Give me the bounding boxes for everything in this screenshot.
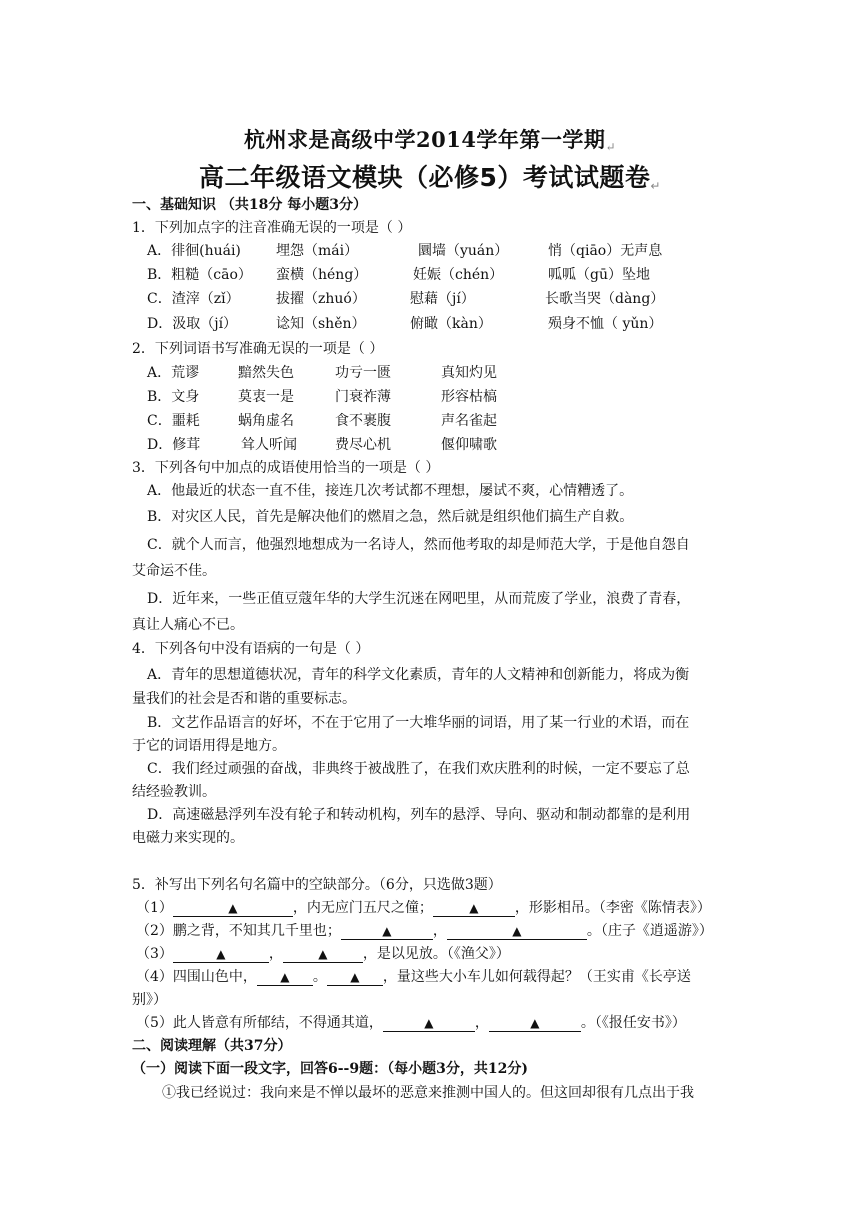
answer-blank [327, 969, 383, 986]
school-title: 杭州求是高级中学2014学年第一学期↵ [243, 127, 616, 154]
q3-option-d-cont: 真让人痛心不已。 [132, 617, 244, 633]
q2-b-2: 莫衷一是 [238, 389, 294, 405]
q1-b-3: 妊娠（chén） [413, 267, 504, 283]
q1-a-2: 埋怨（mái） [276, 243, 359, 259]
q5-line-3: （3） ▲ ， ▲ ，是以见放。（《渔父》） [136, 946, 510, 962]
triangle-icon: ▲ [530, 1016, 540, 1030]
q4-option-a-cont: 量我们的社会是否和谐的重要标志。 [132, 691, 356, 707]
q4-option-b: B．文艺作品语言的好坏，不在于它用了一大堆华丽的词语，用了某一行业的术语，而在 [147, 715, 690, 731]
q1-d-1: D．汲取（jí） [147, 316, 238, 332]
q1-c-3: 慰藉（jí） [410, 291, 475, 307]
section2-subheading: （一）阅读下面一段文字，回答6--9题：（每小题3分，共12分) [132, 1061, 528, 1077]
reading-paragraph-1: ①我已经说过：我向来是不惮以最坏的恶意来推测中国人的。但这回却很有几点出于我 [162, 1085, 694, 1101]
paragraph-mark-icon: ↵ [650, 179, 661, 193]
q4-option-d-cont: 电磁力来实现的。 [132, 830, 244, 846]
q2-a-1: A．荒谬 [147, 365, 200, 381]
answer-blank [173, 900, 293, 917]
answer-blank [489, 1015, 581, 1032]
q4-option-b-cont: 于它的词语用得是地方。 [132, 738, 286, 754]
q1-stem: 1．下列加点字的注音准确无误的一项是（ ） [132, 220, 412, 236]
section1-heading: 一、基础知识 （共18分 每小题3分） [132, 197, 367, 213]
q2-d-4: 偃仰啸歌 [441, 437, 497, 453]
q2-c-1: C．噩耗 [147, 413, 200, 429]
q1-d-2: 谂知（shěn） [276, 316, 366, 332]
q2-stem: 2．下列词语书写准确无误的一项是（ ） [132, 341, 384, 357]
q2-d-3: 费尽心机 [335, 437, 391, 453]
section2-heading: 二、阅读理解（共37分） [132, 1038, 292, 1054]
q4-stem: 4．下列各句中没有语病的一句是（ ） [132, 641, 370, 657]
q2-a-3: 功亏一匮 [335, 365, 391, 381]
triangle-icon: ▲ [512, 924, 522, 938]
paragraph-mark-icon: ↵ [605, 140, 616, 154]
triangle-icon: ▲ [318, 947, 328, 961]
q3-option-b: B．对灾区人民，首先是解决他们的燃眉之急，然后就是组织他们搞生产自救。 [147, 509, 634, 525]
answer-blank [341, 923, 433, 940]
q4-option-d: D．高速磁悬浮列车没有轮子和转动机构，列车的悬浮、导向、驱动和制动都靠的是利用 [147, 807, 691, 823]
q1-b-2: 蛮横（héng） [276, 267, 368, 283]
triangle-icon: ▲ [382, 924, 392, 938]
answer-blank [257, 969, 313, 986]
q2-d-2: 耸人听闻 [241, 437, 297, 453]
answer-blank [447, 923, 587, 940]
q1-c-4: 长歌当哭（dàng） [545, 291, 665, 307]
q5-line-4: （4）四围山色中， ▲ 。 ▲ ，量这些大小车儿如何载得起？（王实甫《长亭送 [136, 969, 691, 985]
q1-a-1: A．徘徊(huái) [147, 243, 241, 259]
q4-option-a: A．青年的思想道德状况，青年的科学文化素质，青年的人文精神和创新能力，将成为衡 [147, 667, 690, 683]
answer-blank [383, 1015, 475, 1032]
q5-line-5: （5）此人皆意有所郁结，不得通其道， ▲ ， ▲ 。（《报任安书》） [136, 1015, 686, 1031]
q1-a-3: 圜墙（yuán） [418, 243, 509, 259]
q2-b-4: 形容枯槁 [441, 389, 497, 405]
answer-blank [433, 900, 515, 917]
q5-line-2: （2）鹏之背，不知其几千里也； ▲ ， ▲ 。（庄子《逍遥游》） [136, 923, 713, 939]
q2-c-3: 食不裹腹 [335, 413, 391, 429]
q1-d-3: 俯瞰（kàn） [410, 316, 492, 332]
q1-b-1: B．粗糙（cāo） [147, 267, 252, 283]
q3-option-d: D．近年来，一些正值豆蔻年华的大学生沉迷在网吧里，从而荒废了学业，浪费了青春， [147, 591, 691, 607]
q2-c-4: 声名雀起 [441, 413, 497, 429]
q2-d-1: D．修茸 [147, 437, 201, 453]
q4-option-c-cont: 结经验教训。 [132, 784, 216, 800]
q2-c-2: 蜗角虚名 [238, 413, 294, 429]
q2-b-1: B．文身 [147, 389, 200, 405]
triangle-icon: ▲ [424, 1016, 434, 1030]
q2-a-2: 黯然失色 [238, 365, 294, 381]
triangle-icon: ▲ [350, 970, 360, 984]
q1-b-4: 呱呱（gū）坠地 [548, 267, 650, 283]
q3-stem: 3．下列各句中加点的成语使用恰当的一项是（ ） [132, 460, 440, 476]
answer-blank [283, 946, 363, 963]
answer-blank [173, 946, 269, 963]
q3-option-c-cont: 艾命运不佳。 [132, 563, 216, 579]
triangle-icon: ▲ [280, 970, 290, 984]
q3-option-c: C．就个人而言，他强烈地想成为一名诗人，然而他考取的却是师范大学，于是他自怨自 [147, 537, 690, 553]
q1-c-2: 拔擢（zhuó） [276, 291, 366, 307]
q4-option-c: C．我们经过顽强的奋战，非典终于被战胜了，在我们欢庆胜利的时候，一定不要忘了总 [147, 761, 690, 777]
q3-option-a: A．他最近的状态一直不佳，接连几次考试都不理想，屡试不爽，心情糟透了。 [147, 483, 634, 499]
q1-d-4: 殒身不恤（ yǔn） [548, 316, 663, 332]
q5-line-4-cont: 别》） [132, 992, 167, 1008]
q2-b-3: 门衰祚薄 [335, 389, 391, 405]
triangle-icon: ▲ [216, 947, 226, 961]
exam-title: 高二年级语文模块（必修5）考试试题卷↵ [199, 163, 661, 193]
q5-stem: 5．补写出下列名句名篇中的空缺部分。（6分，只选做3题） [132, 877, 502, 893]
q2-a-4: 真知灼见 [441, 365, 497, 381]
triangle-icon: ▲ [228, 901, 238, 915]
q1-a-4: 悄（qiāo）无声息 [548, 243, 663, 259]
triangle-icon: ▲ [469, 901, 479, 915]
q5-line-1: （1） ▲ ，内无应门五尺之僮； ▲ ，形影相吊。（李密《陈情表》） [136, 900, 711, 916]
q1-c-1: C．渣滓（zǐ） [147, 291, 240, 307]
